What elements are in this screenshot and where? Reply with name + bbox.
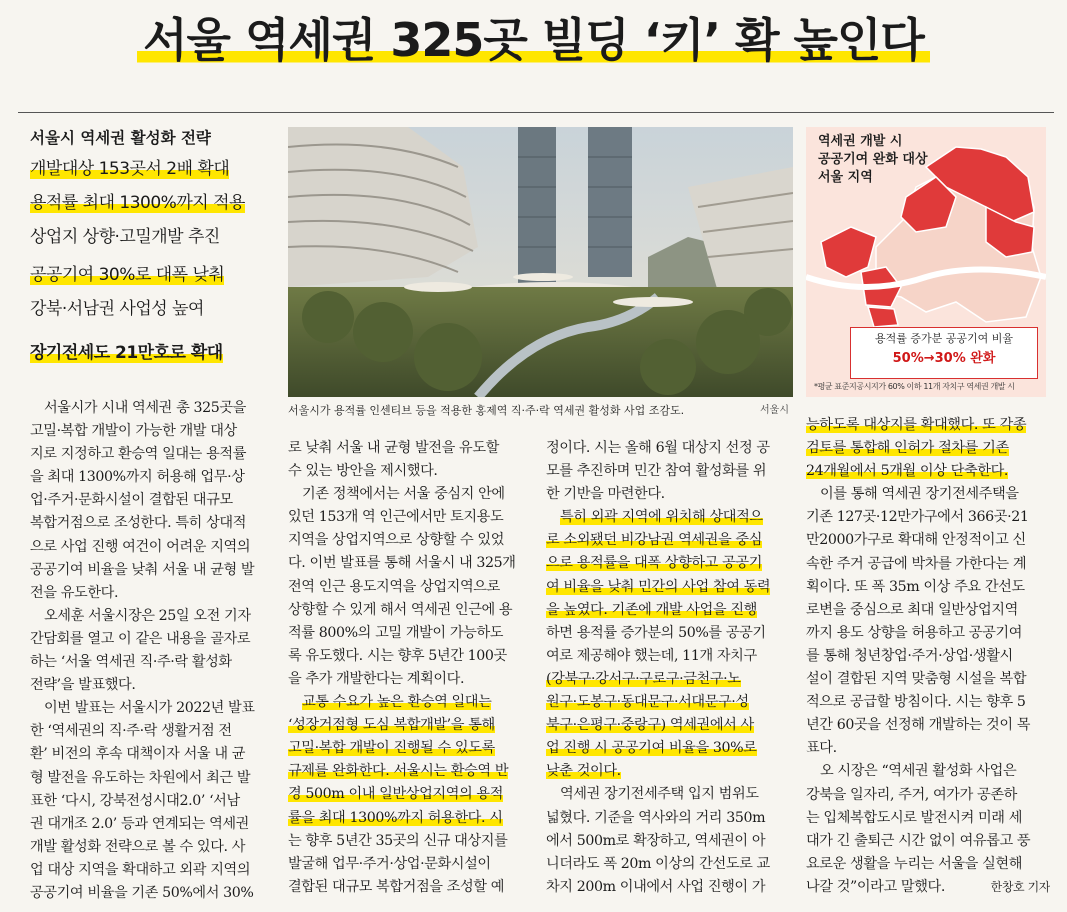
caption-text: 서울시가 용적률 인센티브 등을 적용한 홍제역 직·주·락 역세권 활성화 사업 조감도.	[288, 404, 685, 417]
text-line: 지로 지정하고 환승역 일대는 용적률	[30, 446, 247, 463]
text-line: 으로 용적률을 대폭 상향하고 공공기	[546, 555, 763, 572]
text-line: 업 대상 지역을 확대하고 외곽 지역의	[30, 861, 251, 878]
text-line: 적률 800%의 고밀 개발이 가능하도	[288, 624, 504, 641]
text-line: 있던 153개 역 인근에서만 토지용도	[288, 509, 504, 526]
text-line: 원구·도봉구·동대문구·서대문구·성	[546, 694, 749, 711]
top-rule	[18, 112, 1054, 113]
text-line: 를 통해 청년창업·주거·상업·생활시	[806, 647, 1013, 664]
text-line: 대가 긴 출퇴근 시간 없이 여유롭고 풍	[806, 832, 1031, 849]
lead-summary	[30, 124, 275, 370]
text-line: 넓혔다. 기준을 역사와의 거리 350m	[546, 809, 766, 826]
text-line: 형 발전을 유도하는 차원에서 최근 발	[30, 769, 251, 786]
text-line: 는 향후 5년간 35곳의 신규 대상지를	[288, 832, 508, 849]
text-line: 는 입체복합도시로 발전시켜 미래 세	[806, 809, 1023, 826]
text-line: 낮춘 것이다.	[546, 763, 621, 780]
text-line: 개발 활성화 전략으로 볼 수 있다. 사	[30, 838, 246, 855]
text-line: 을 추가 개발한다는 계획이다.	[288, 670, 465, 687]
text-line: 지역을 상업지역으로 상향할 수 있었	[288, 532, 505, 549]
text-line: 검토를 통합해 인허가 절차를 기존	[806, 440, 1009, 457]
text-line: 여로 제공해야 했는데, 11개 자치구	[546, 647, 757, 664]
text-line: 업·주거·문화시설이 결합된 대규모	[30, 492, 233, 509]
text-line: 한 ‘역세권의 직·주·락 생활거점 전	[30, 723, 232, 740]
lead-sub-3: 상업지 상향·고밀개발 추진	[30, 227, 220, 247]
lead-kicker: 서울시 역세권 활성화 전략	[30, 129, 211, 147]
text-line: 규제를 완화한다. 서울시는 환승역 반	[288, 763, 509, 780]
text-line: 다. 이번 발표를 통해 서울시 내 325개	[288, 555, 516, 572]
map-title: 역세권 개발 시 공공기여 완화 대상 서울 지역	[818, 134, 928, 185]
seoul-map-graphic	[806, 127, 1046, 397]
text-line: 복합거점으로 조성한다. 특히 상대적	[30, 515, 247, 532]
text-line: 고밀·복합 개발이 가능한 개발 대상	[30, 423, 237, 440]
lead-sub-1: 개발대상 153곳서 2배 확대	[30, 159, 230, 179]
station-rendering-photo	[288, 127, 793, 397]
text-line: 까지 용도 상향을 허용하고 공공기여	[806, 624, 1023, 641]
body-column-4	[806, 414, 1050, 899]
text-line: 여 비율을 낮춰 민간의 사업 참여 동력	[546, 578, 771, 595]
photo-caption	[288, 400, 793, 422]
text-line: 차지 200m 이내에서 사업 진행이 가	[546, 878, 766, 895]
text-line: 획이다. 또 폭 35m 이상 주요 간선도	[806, 578, 1025, 595]
text-line: 공공기여 비율을 기존 50%에서 30%	[30, 884, 254, 901]
text-line: 을 최대 1300%까지 허용해 업무·상	[30, 469, 245, 486]
text-line: 정이다. 시는 올해 6월 대상지 선정 공	[546, 440, 770, 456]
text-line: 로 낮춰 서울 내 균형 발전을 유도할	[288, 440, 499, 456]
text-line: 경 500m 이내 일반상업지역의 용적	[288, 786, 504, 803]
text-line: 적으로 공급할 방침이다. 시는 향후 5	[806, 694, 1026, 711]
text-line: 에서 500m로 확장하고, 역세권이 아	[546, 832, 766, 849]
text-line: 이번 발표는 서울시가 2022년 발표	[44, 700, 255, 717]
text-line: 권 대개조 2.0’ 등과 연계되는 역세권	[30, 815, 249, 832]
text-line: 오세훈 서울시장은 25일 오전 기자	[44, 607, 251, 624]
text-line: 고밀·복합 개발이 진행될 수 있도록	[288, 740, 495, 757]
text-line: 결합된 대규모 복합거점을 조성할 예	[288, 878, 505, 895]
body-column-2	[288, 437, 532, 899]
text-line: 기존 127곳·12만가구에서 366곳·21	[806, 509, 1029, 526]
text-line: 률을 최대 1300%까지 허용한다. 시	[288, 809, 503, 826]
text-line: 능하도록 대상지를 확대했다. 또 각종	[806, 417, 1027, 433]
text-line: 북구·은평구·중랑구) 역세권에서 사	[546, 717, 754, 734]
lead-sub-6: 장기전세도 21만호로 확대	[30, 343, 223, 363]
byline: 한창호 기자	[990, 879, 1050, 894]
text-line: 로변을 중심으로 최대 일반상업지역	[806, 601, 1018, 618]
text-line: 설이 결합된 지역 맞춤형 시설을 복합	[806, 671, 1027, 688]
text-line: 오 시장은 “역세권 활성화 사업은	[820, 763, 1017, 780]
text-line: 속한 주거 공급에 박차를 가한다는 계	[806, 555, 1027, 572]
text-line: 24개월에서 5개월 이상 단축한다.	[806, 463, 1008, 480]
lead-sub-2: 용적률 최대 1300%까지 적용	[30, 193, 245, 213]
text-line: 수 있는 방안을 제시했다.	[288, 463, 438, 480]
legend-value: 50%→30% 완화	[892, 351, 996, 366]
text-line: 이를 통해 역세권 장기전세주택을	[820, 486, 1019, 503]
text-line: 만2000가구로 확대해 안정적이고 신	[806, 532, 1026, 549]
text-line: 나갈 것”이라고 말했다. 한창호 기자	[806, 876, 1050, 899]
body-column-1	[30, 397, 274, 905]
text-line: 상향할 수 있게 해서 역세권 인근에 용	[288, 601, 513, 618]
text-line: 서울시가 시내 역세권 총 325곳을	[44, 400, 246, 416]
body-column-3	[546, 437, 790, 899]
text-line: 교통 수요가 높은 환승역 일대는	[302, 694, 492, 711]
text-line: 역세권 장기전세주택 입지 범위도	[560, 786, 759, 803]
text-line: 한 기반을 마련한다.	[546, 486, 665, 503]
photo-credit: 서울시	[760, 405, 789, 416]
text-line: 간담회를 열고 이 같은 내용을 골자로	[30, 630, 251, 647]
text-line: 년간 60곳을 선정해 개발하는 것이 목	[806, 717, 1031, 734]
text-line: 모를 추진하며 민간 참여 활성화를 위	[546, 463, 767, 480]
text-line: 니더라도 폭 20m 이상의 간선도로 교	[546, 855, 770, 872]
text-line: 특히 외곽 지역에 위치해 상대적으	[560, 509, 763, 526]
text-line: 공공기여 비율을 낮춰 서울 내 균형 발	[30, 561, 255, 578]
text-line: 하는 ‘서울 역세권 직·주·락 활성화	[30, 654, 232, 671]
text-line: 업 진행 시 공공기여 비율을 30%로	[546, 740, 757, 757]
headline-text: 서울 역세권 325곳 빌딩 ‘키’ 확 높인다	[137, 13, 930, 67]
text-line: 을 높였다. 기존에 개발 사업을 진행	[546, 601, 757, 618]
text-line: 전을 유도한다.	[30, 584, 119, 601]
text-line: 강북을 일자리, 주거, 여가가 공존하	[806, 786, 1017, 803]
text-line: 표한 ‘다시, 강북전성시대2.0’ ‘서남	[30, 792, 240, 809]
text-line: ‘성장거점형 도심 복합개발’을 통해	[288, 717, 495, 734]
text-line: 표다.	[806, 740, 837, 757]
text-line: 전략’을 발표했다.	[30, 677, 136, 694]
lead-sub-4: 공공기여 30%로 대폭 낮춰	[30, 265, 225, 285]
lead-sub-5: 강북·서남권 사업성 높여	[30, 299, 204, 319]
text-line: 으로 사업 진행 여건이 어려운 지역의	[30, 538, 251, 555]
text-line: 발굴해 업무·주거·상업·문화시설이	[288, 855, 491, 872]
text-line: 로 소외됐던 비강남권 역세권을 중심	[546, 532, 763, 549]
legend-label: 용적률 증가분 공공기여 비율	[874, 332, 1013, 345]
map-legend	[850, 327, 1038, 379]
text-line: 록 유도했다. 시는 향후 5년간 100곳	[288, 647, 507, 664]
text-line: 전역 인근 용도지역을 상업지역으로	[288, 578, 500, 595]
headline	[0, 4, 1067, 76]
text-line: 요로운 생활을 누리는 서울을 실현해	[806, 855, 1023, 872]
text-line: 기존 정책에서는 서울 중심지 안에	[302, 486, 505, 503]
text-line: 환’ 비전의 후속 대책이자 서울 내 균	[30, 746, 246, 763]
map-footnote: *평균 표준지공시지가 60% 이하 11개 자치구 역세권 개발 시	[814, 382, 1015, 391]
text-line: 하면 용적률 증가분의 50%를 공공기	[546, 624, 766, 641]
text-line: (강북구·강서구·구로구·금천구·노	[546, 670, 741, 687]
